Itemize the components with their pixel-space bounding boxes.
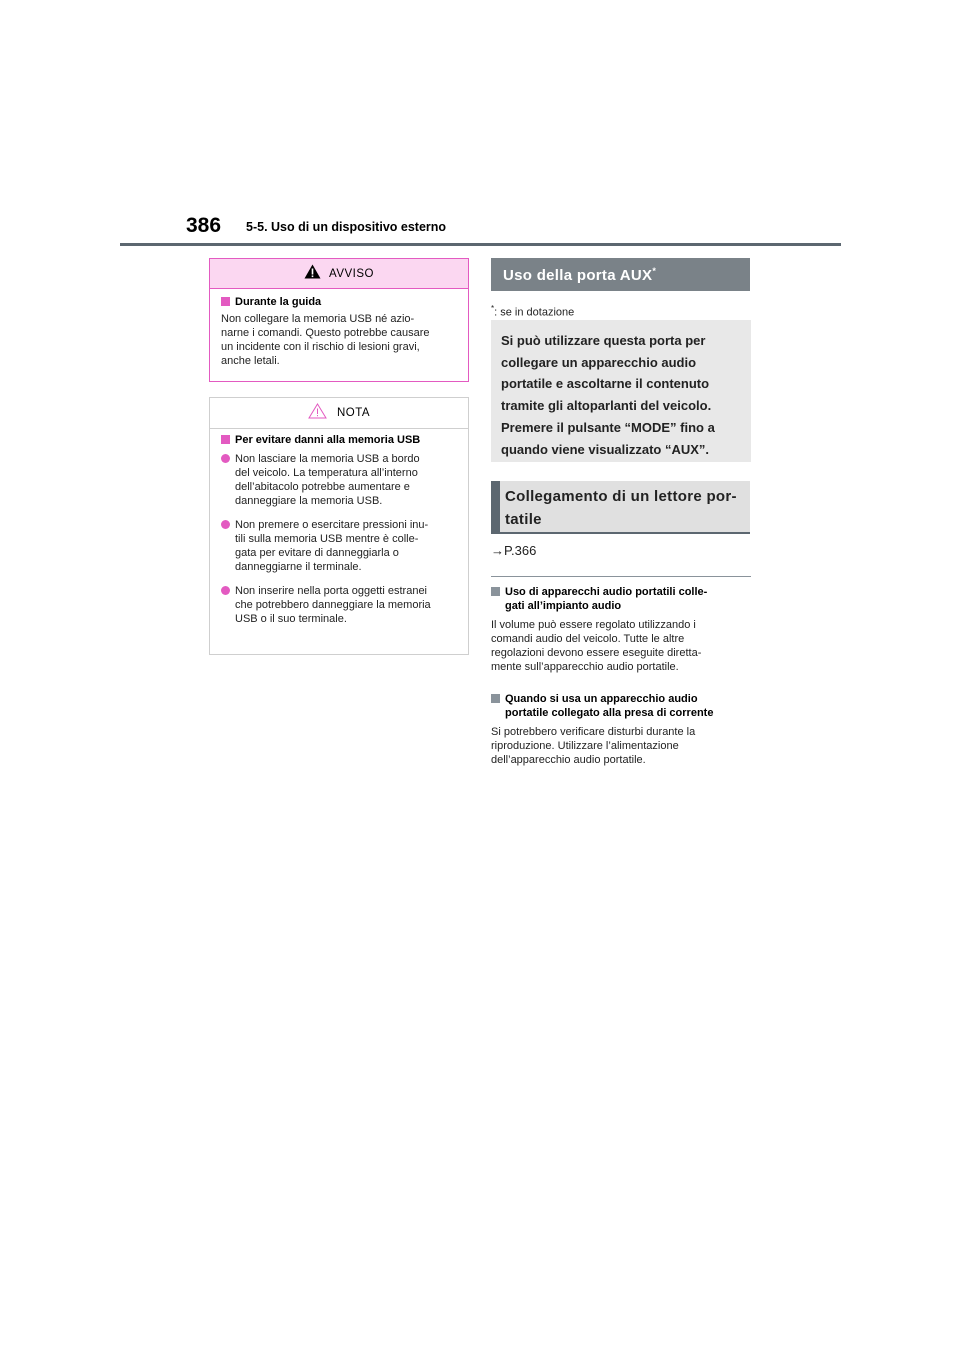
- square-bullet-icon: [491, 694, 500, 703]
- header-rule: [120, 243, 841, 246]
- warning-header: [210, 259, 468, 289]
- warning-text: Non collegare la memoria USB né azio- narne i comandi. Questo potrebbe causare un incidente con il rischio di lesioni gravi, anche letali.: [221, 313, 430, 367]
- info-title: Uso di apparecchi audio portatili colle- gati all’impianto audio: [491, 585, 751, 613]
- notice-bullet: Non inserire nella porta oggetti estranei che potrebbero danneggiare la memoria USB o il suo terminale.: [221, 584, 457, 626]
- warning-label: AVVISO: [329, 267, 374, 280]
- info-text: Si potrebbero verificare disturbi durante la riproduzione. Utilizzare l’alimentazione dell’apparecchio audio portatile.: [491, 726, 696, 766]
- info-title: Quando si usa un apparecchio audio portatile collegato alla presa di corrente: [491, 692, 751, 720]
- notice-header: [210, 398, 468, 429]
- round-bullet-icon: [221, 454, 230, 463]
- notice-label: NOTA: [336, 407, 371, 419]
- aux-intro-box: Si può utilizzare questa porta per collegare un apparecchio audio portatile e ascoltarne il contenuto tramite gli altoparlanti del veicolo. Premere il pulsante “MODE” fino a quando viene visualizzato “AUX”.: [491, 320, 751, 462]
- connect-heading: Collegamento di un lettore por- tatile: [491, 481, 750, 534]
- caution-outline-triangle-icon: [308, 403, 327, 424]
- warning-triangle-icon: [304, 264, 321, 284]
- info-block: [491, 585, 751, 674]
- square-bullet-icon: [491, 587, 500, 596]
- info-block: [491, 692, 751, 767]
- notice-bullet: Non lasciare la memoria USB a bordo del veicolo. La temperatura all’interno dell’abitacolo potrebbe aumentare e danneggiare la memoria USB.: [221, 452, 457, 508]
- notice-title: Per evitare danni alla memoria USB: [221, 433, 457, 447]
- round-bullet-icon: [221, 520, 230, 529]
- page-number: 386: [186, 214, 222, 237]
- round-bullet-icon: [221, 586, 230, 595]
- section-title: 5-5. Uso di un dispositivo esterno: [246, 220, 447, 234]
- info-divider: [491, 576, 751, 577]
- notice-box: [209, 397, 469, 655]
- warning-title: Durante la guida: [221, 295, 457, 309]
- notice-bullet: Non premere o esercitare pressioni inu- tili sulla memoria USB mentre è colle- gata per evitare di danneggiarla o danneggiarne il terminale.: [221, 518, 457, 574]
- aux-heading: Uso della porta AUX*: [491, 258, 750, 291]
- aux-footnote: *: se in dotazione: [491, 304, 575, 319]
- square-bullet-icon: [221, 297, 230, 306]
- page-reference-link[interactable]: →P.366: [491, 543, 537, 558]
- square-bullet-icon: [221, 435, 230, 444]
- info-text: Il volume può essere regolato utilizzando i comandi audio del veicolo. Tutte le altre regolazioni devono essere eseguite diretta- mente sull’apparecchio audio portatile.: [491, 619, 702, 673]
- warning-box: [209, 258, 469, 382]
